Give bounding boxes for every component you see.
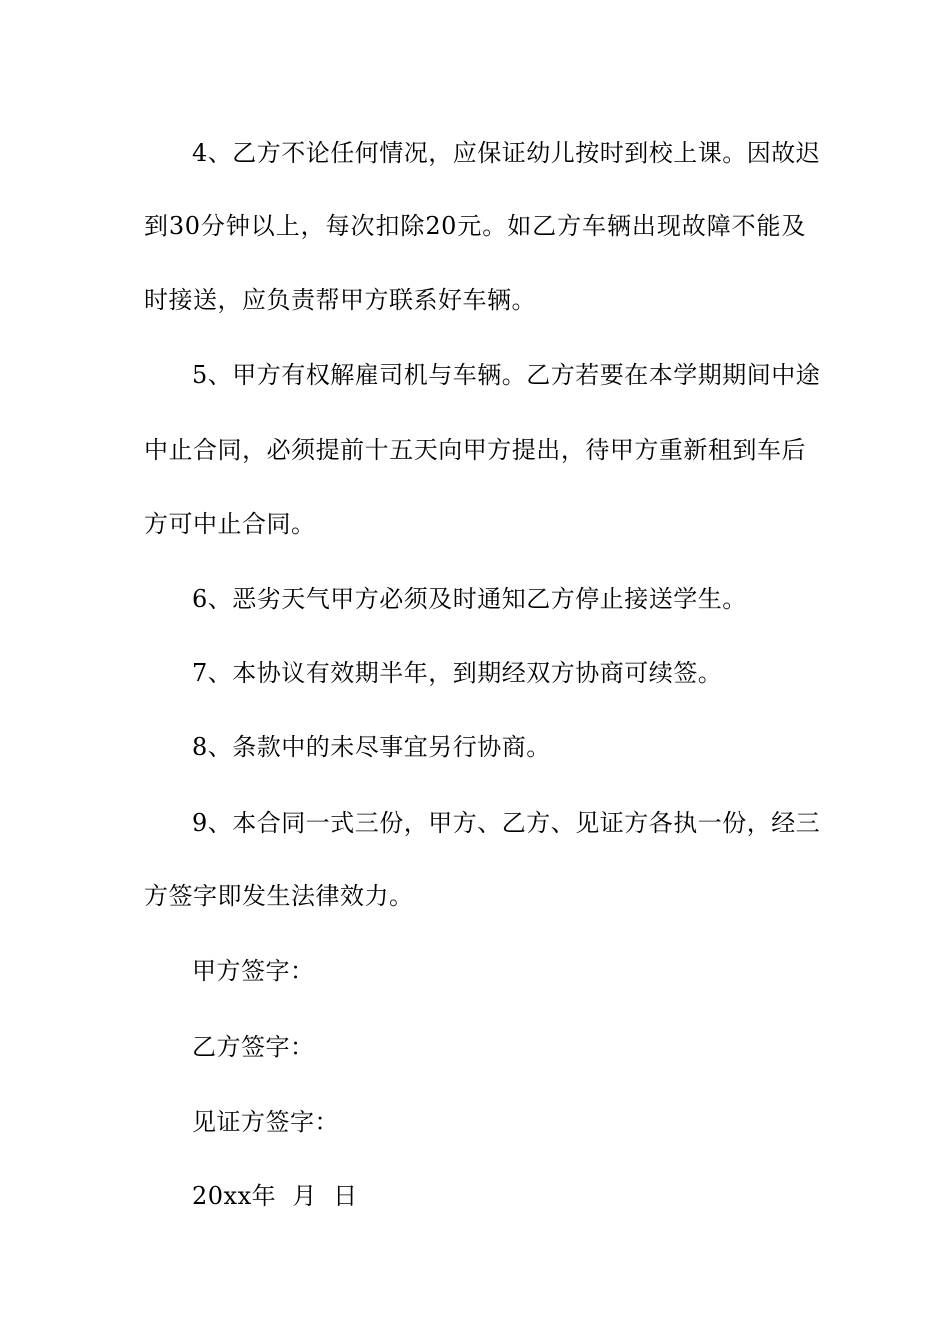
clause-5-line-3: 方可中止合同。 — [144, 510, 316, 538]
clause-7-line-1: 7、本协议有效期半年，到期经双方协商可续签。 — [192, 659, 723, 687]
clause-6-line-1: 6、恶劣天气甲方必须及时通知乙方停止接送学生。 — [192, 585, 747, 613]
clause-4-line-3: 时接送，应负责帮甲方联系好车辆。 — [144, 286, 536, 314]
witness-signature-label: 见证方签字： — [192, 1108, 339, 1136]
party-b-signature-label: 乙方签字： — [192, 1033, 315, 1061]
clause-5-line-2: 中止合同，必须提前十五天向甲方提出，待甲方重新租到车后 — [144, 436, 806, 464]
clause-4-line-2: 到30分钟以上，每次扣除20元。如乙方车辆出现故障不能及 — [144, 212, 806, 240]
party-a-signature-label: 甲方签字： — [192, 957, 315, 985]
clause-9-line-1: 9、本合同一式三份，甲方、乙方、见证方各执一份，经三 — [192, 809, 821, 837]
clause-4-line-1: 4、乙方不论任何情况，应保证幼儿按时到校上课。因故迟 — [192, 139, 821, 167]
clause-9-line-2: 方签字即发生法律效力。 — [144, 882, 414, 910]
date-line: 20xx年 月 日 — [192, 1182, 358, 1210]
clause-5-line-1: 5、甲方有权解雇司机与车辆。乙方若要在本学期期间中途 — [192, 361, 821, 389]
clause-8-line-1: 8、条款中的未尽事宜另行协商。 — [192, 733, 551, 761]
